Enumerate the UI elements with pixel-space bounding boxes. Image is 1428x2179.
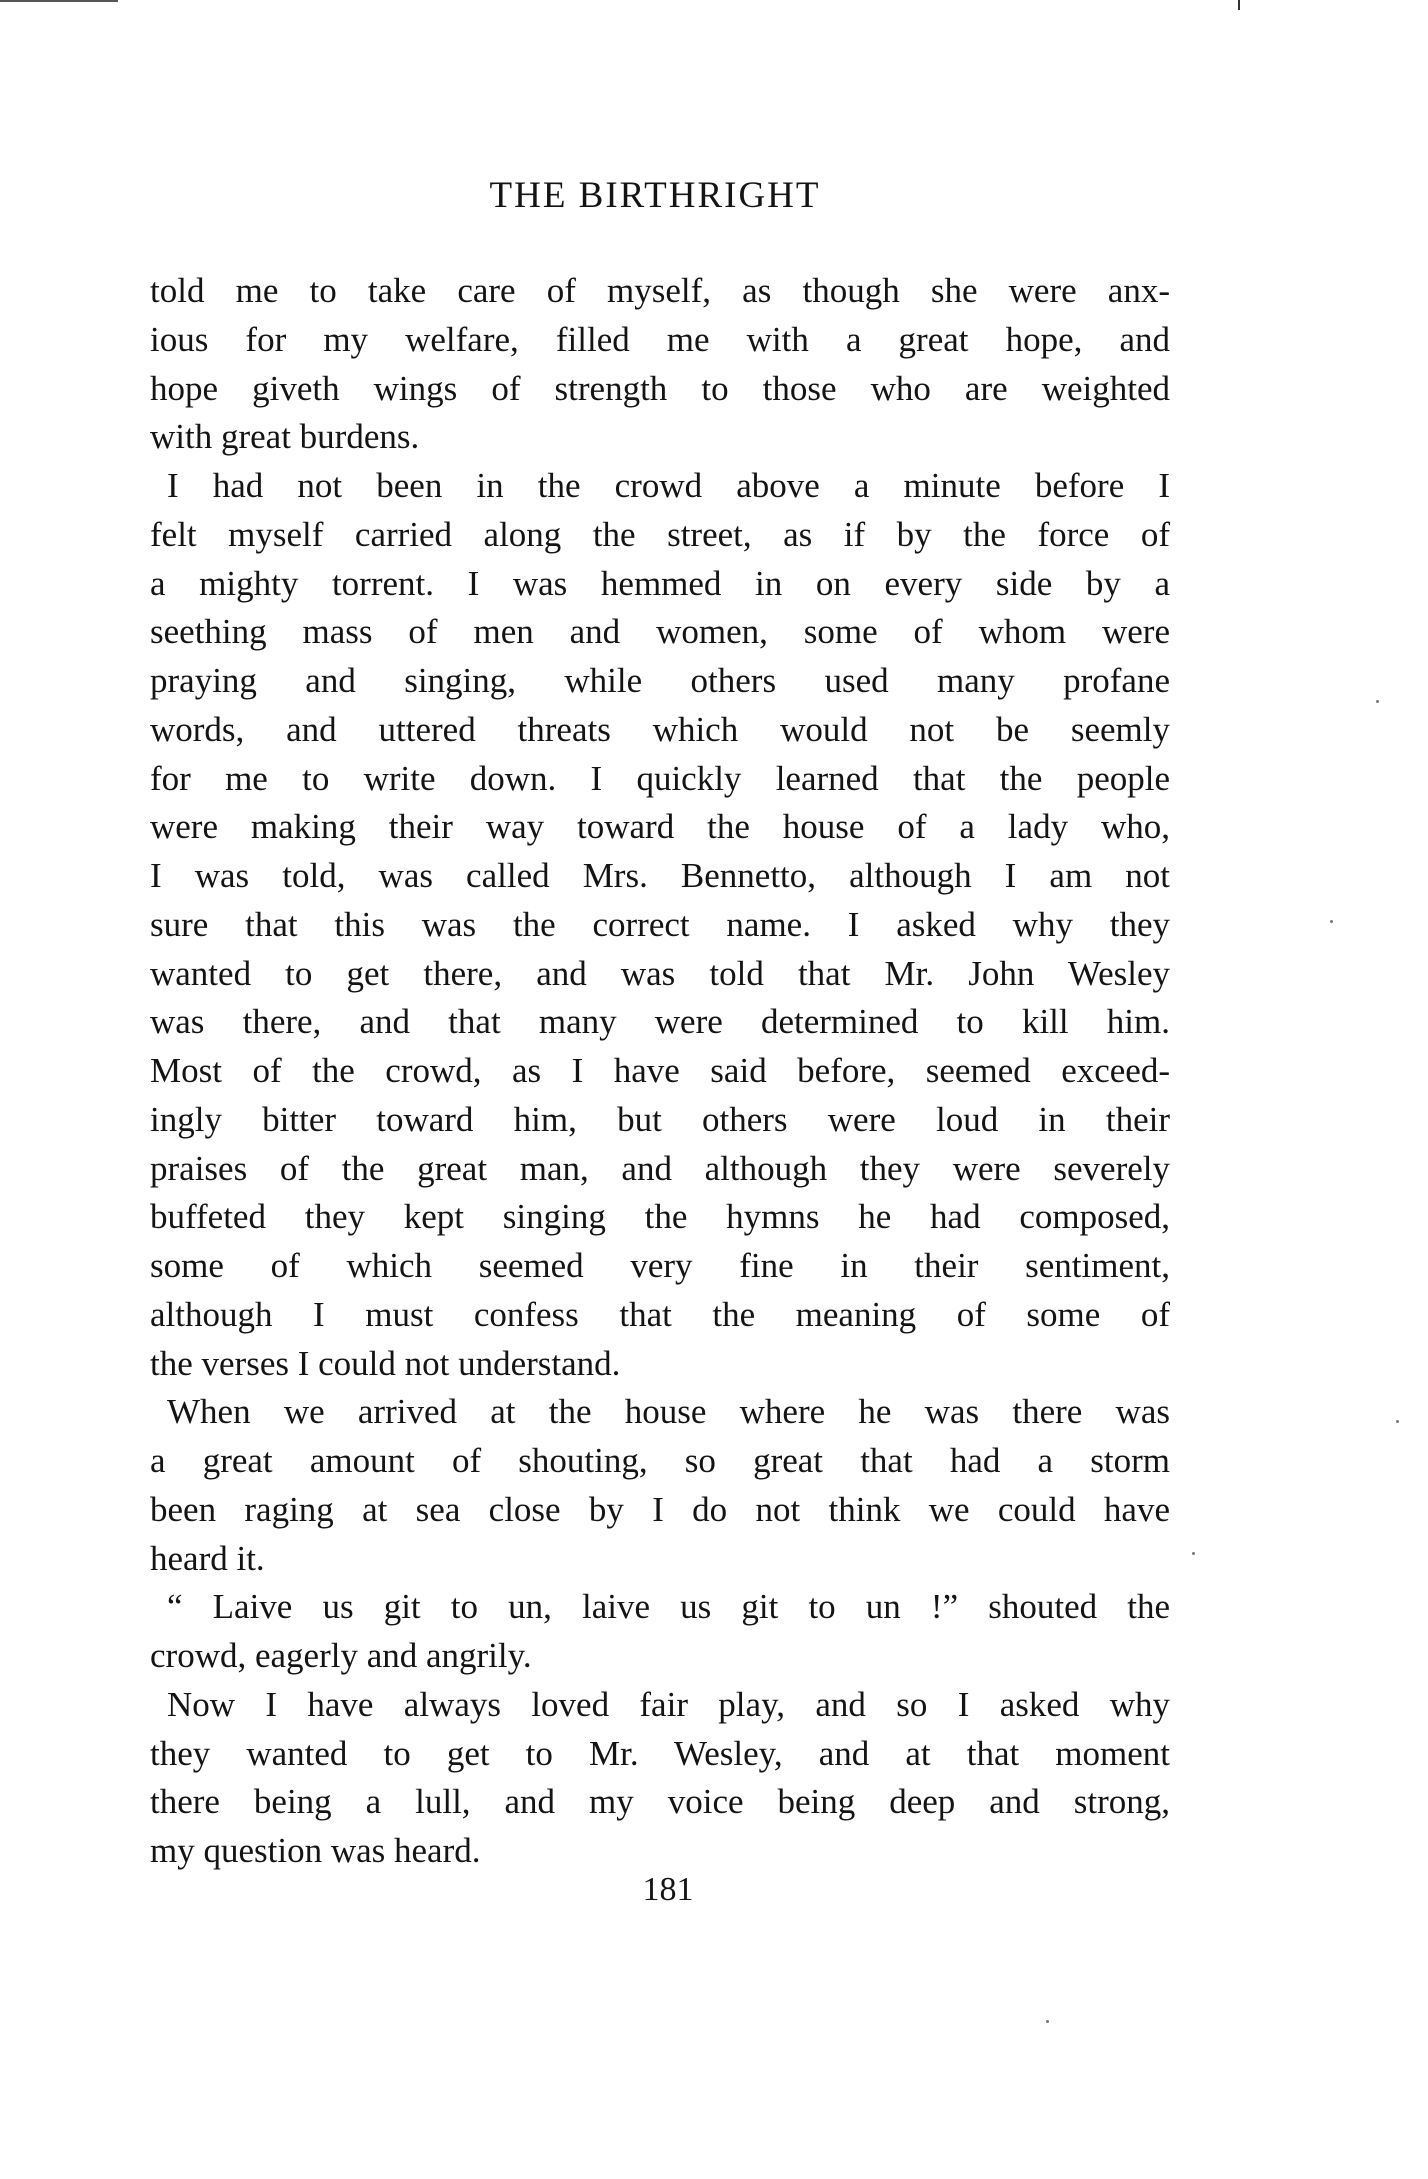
text-line: praises of the great man, and although they were severely [150,1148,1170,1188]
text-line: seething mass of men and women, some of whom were [150,612,1170,652]
scan-edge-mark [0,0,118,2]
paragraph [150,1388,1170,1583]
text-line: I was told, was called Mrs. Bennetto, although I am not [150,856,1170,895]
paragraph [150,1583,1170,1681]
body-text [150,267,1170,1876]
text-line: told me to take care of myself, as though she were anx- [150,271,1170,310]
text-line: with great burdens. [150,417,420,457]
scan-tick-mark [1238,0,1240,10]
text-line: a great amount of shouting, so great that had a storm [150,1441,1170,1480]
text-line: hope giveth wings of strength to those who are weighted [150,368,1170,408]
text-line: they wanted to get to Mr. Wesley, and at that moment [150,1733,1170,1773]
text-line: When we arrived at the house where he was there was [167,1392,1170,1432]
paper-speck [1396,1420,1399,1423]
text-line: praying and singing, while others used many profane [150,661,1170,700]
paper-speck [1376,700,1379,703]
text-line: there being a lull, and my voice being deep and strong, [150,1782,1170,1822]
text-line: some of which seemed very fine in their sentiment, [150,1246,1170,1285]
text-line: buffeted they kept singing the hymns he had composed, [150,1197,1170,1237]
text-line: felt myself carried along the street, as if by the force of [150,514,1170,554]
text-line: for me to write down. I quickly learned that the people [150,758,1170,798]
text-line: words, and uttered threats which would not be seemly [150,709,1170,749]
text-line: Now I have always loved fair play, and so I asked why [167,1684,1170,1724]
paragraph [150,462,1170,1388]
text-line: wanted to get there, and was told that Mr. John Wesley [150,953,1170,993]
paper-speck [1330,920,1333,923]
text-line: the verses I could not understand. [150,1343,621,1383]
text-line: was there, and that many were determined to kill him. [150,1002,1170,1042]
paper-speck [1046,2020,1049,2023]
paragraph [150,1681,1170,1876]
paragraph [150,267,1170,462]
text-line: heard it. [150,1538,265,1578]
text-line: although I must confess that the meaning of some of [150,1294,1170,1334]
text-line: ingly bitter toward him, but others were loud in their [150,1099,1170,1139]
page-number: 181 [642,1871,694,1908]
paper-speck [1192,1552,1195,1555]
text-line: Most of the crowd, as I have said before, seemed exceed- [150,1051,1170,1090]
text-line: sure that this was the correct name. I asked why they [150,904,1170,944]
running-head: THE BIRTHRIGHT [489,175,821,216]
text-line: ious for my welfare, filled me with a great hope, and [150,319,1170,359]
text-line: “ Laive us git to un, laive us git to un !” shouted the [167,1587,1170,1627]
text-line: crowd, eagerly and angrily. [150,1636,532,1675]
text-line: been raging at sea close by I do not think we could have [150,1489,1170,1529]
text-line: my question was heard. [150,1831,481,1870]
text-line: a mighty torrent. I was hemmed in on every side by a [150,563,1170,603]
text-line: were making their way toward the house of a lady who, [150,807,1170,847]
text-line: I had not been in the crowd above a minute before I [167,466,1170,505]
